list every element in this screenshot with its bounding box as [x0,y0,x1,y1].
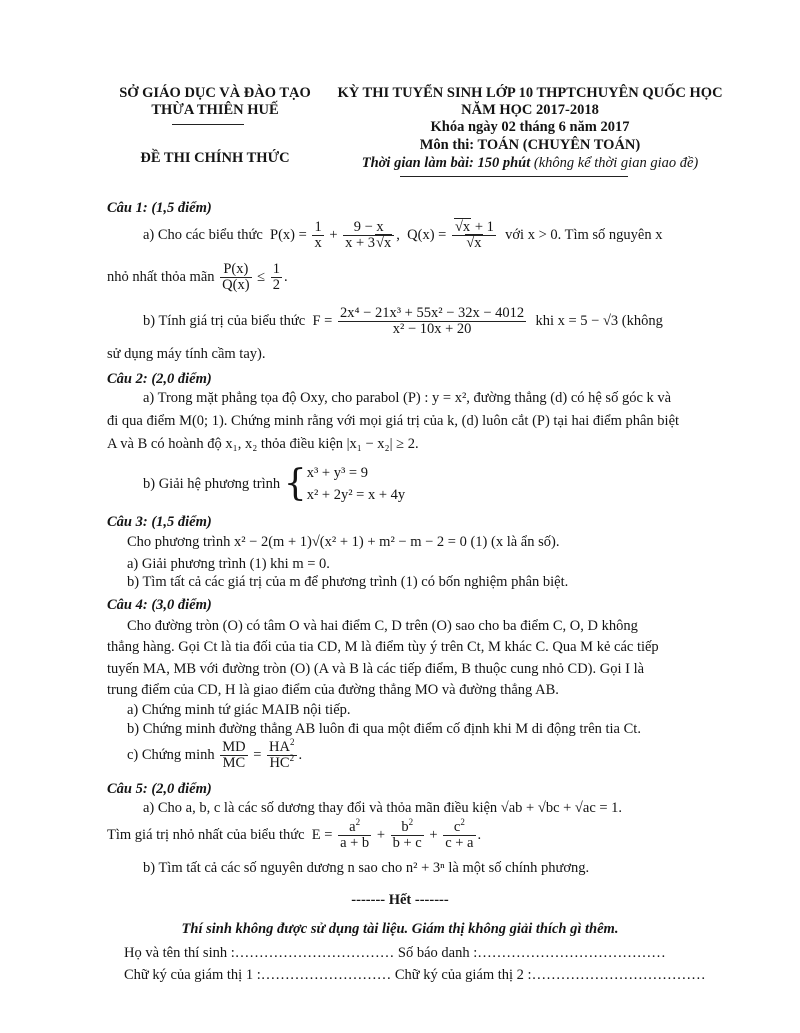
q2-a-line3: A và B có hoành độ x₁, x₂ thỏa điều kiện |x₁ − x₂| ≥ 2. [107,436,419,452]
exam-title-line-2: NĂM HỌC 2017-2018 [461,102,599,118]
q1-formula-ratio: $\frac{P(x)}{Q(x)}$ ≤ $\frac{1}{2}$ . [222,261,288,294]
q1-b-intro: b) Tính giá trị của biểu thức [143,313,306,330]
official-label: ĐỀ THI CHÍNH THỨC [140,150,290,166]
q1-a-line1 [143,220,662,251]
q4-line4: trung điểm của CD, H là giao điểm của đường thẳng MO và đường thẳng AB. [107,682,559,698]
candidate-info-line: Họ và tên thí sinh :…………………………… Số báo danh :………………………………… [124,945,666,961]
q2-eq1: x³ + y³ = 9 [306,465,368,481]
q1-a-mid: với x > 0. Tìm số nguyên x [505,227,663,244]
q4-c-line [127,737,303,772]
header-divider-right [400,176,628,177]
q5-a-line2-text: Tìm giá trị nhỏ nhất của biểu thức [107,827,305,844]
q5-a-line1: a) Cho a, b, c là các số dương thay đổi và thỏa mãn điều kiện √ab + √bc + √ac = 1. [143,800,623,816]
department-line-1: SỞ GIÁO DỤC VÀ ĐÀO TẠO [119,85,311,101]
exam-time-bold: Thời gian làm bài: 150 phút [361,155,531,171]
exam-date: Khóa ngày 02 tháng 6 năm 2017 [430,119,630,135]
q3-a: a) Giải phương trình (1) khi m = 0. [127,556,330,572]
candidate-note: Thí sinh không được sử dụng tài liệu. Giám thị không giải thích gì thêm. [181,921,619,937]
exam-subject: Môn thi: TOÁN (CHUYÊN TOÁN) [419,137,641,153]
q2-a-line2: đi qua điểm M(0; 1). Chứng minh rằng với mọi giá trị của k, (d) luôn cắt (P) tại hai điểm phân biệt [107,413,680,429]
q4-c: c) Chứng minh [127,747,215,764]
exam-title-line-1: KỲ THI TUYỂN SINH LỚP 10 THPTCHUYÊN QUỐC HỌC [337,85,723,101]
q1-formula-f: $\frac{\text{2x⁴ − 21x³ + 55x² − 32x − 4012}}{\text{x² − 10x + 20}}$ [339,305,525,338]
exam-time-note: (không kể thời gian giao đề) [533,155,699,171]
department-line-2: THỪA THIÊN HUẾ [151,102,279,118]
q4-line3: tuyến MA, MB với đường tròn (O) (A và B là các tiếp điểm, B thuộc cung nhỏ CD). Gọi I là [107,661,645,677]
q4-line2: thẳng hàng. Gọi Ct là tia đối của tia CD, M là điểm tùy ý trên Ct, M khác C. Qua M kẻ các tiếp [107,639,659,655]
q1-a-intro: a) Cho các biểu thức [143,227,263,244]
header-divider-left [172,124,244,125]
q5-formula-e: E = $\frac{a^2}{a + b}$ + $\frac{b^2}{b + c}$ + $\frac{c^2}{c + a}$ . [308,817,482,852]
q2-system [307,462,405,506]
q5-a-line2 [107,817,482,852]
q1-b-line2: sử dụng máy tính cầm tay). [107,346,266,362]
q2-eq2: x² + 2y² = x + 4y [306,487,406,503]
q2-b-intro: b) Giải hệ phương trình [143,476,281,492]
q4-line1: Cho đường tròn (O) có tâm O và hai điểm C, D trên (O) sao cho ba điểm C, O, D không [127,618,638,634]
q5-b: b) Tìm tất cả các số nguyên dương n sao cho n² + 3ⁿ là một số chính phương. [143,860,590,876]
brace-icon: { [283,463,307,504]
q2-b-line [143,462,405,506]
q4-title: Câu 4: (3,0 điểm) [107,597,212,613]
q1-formula-p: P(x) = $\frac{1}{x}$ + $\frac{9 - x}{x + 3√x}$ , Q(x) = $\frac{√x + 1}{√x}$ [266,219,494,252]
q2-title: Câu 2: (2,0 điểm) [107,371,212,387]
q3-title: Câu 3: (1,5 điểm) [107,514,212,530]
q1-b-line1: b) Tính giá trị của biểu thức F = $\frac{\text{2x⁴ − 21x³ + 55x² − 32x − 4012}}{\text{x² − 10x + 20}}$ khi x = 5 − √3 (không [143,305,663,338]
q4-a: a) Chứng minh tứ giác MAIB nội tiếp. [127,702,351,718]
q3-b: b) Tìm tất cả các giá trị của m để phương trình (1) có bốn nghiệm phân biệt. [127,574,569,590]
proctor-signature-line: Chữ ký của giám thị 1 :……………………… Chữ ký của giám thị 2 :……………………………… [124,967,706,983]
exam-time [330,155,730,172]
q1-title: Câu 1: (1,5 điểm) [107,200,212,216]
q3-intro: Cho phương trình x² − 2(m + 1)√(x² + 1) + m² − m − 2 = 0 (1) (x là ẩn số). [127,534,560,550]
end-marker: ------- Hết ------- [351,892,449,908]
q5-title: Câu 5: (2,0 điểm) [107,781,212,797]
q4-formula: $\frac{MD}{MC}$ = $\frac{HA^2}{HC^2}$ . [222,737,303,772]
q1-a-line2 [107,262,288,293]
q4-b: b) Chứng minh đường thẳng AB luôn đi qua một điểm cố định khi M di động trên tia Ct. [127,721,641,737]
q1-a-line2-text: nhỏ nhất thỏa mãn [107,269,215,286]
q1-b-when: khi x = 5 − √3 (không [535,313,663,330]
q2-a-line1: a) Trong mặt phẳng tọa độ Oxy, cho parabol (P) : y = x², đường thẳng (d) có hệ số góc k và [143,390,672,406]
